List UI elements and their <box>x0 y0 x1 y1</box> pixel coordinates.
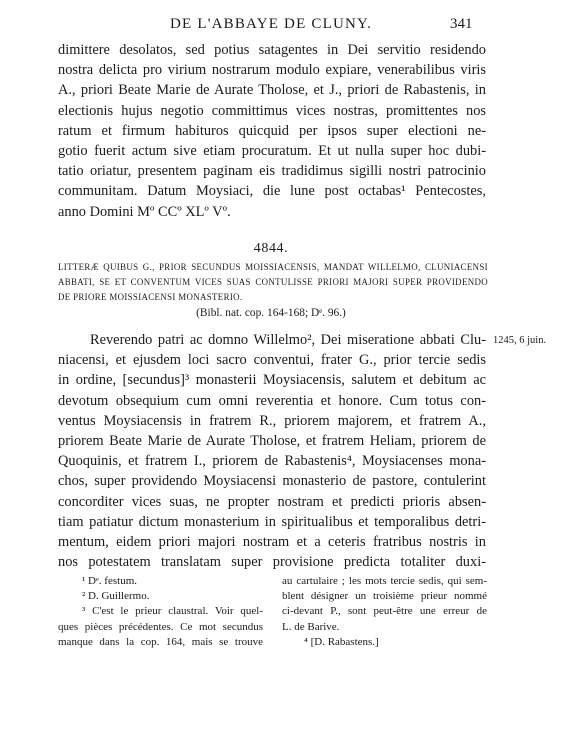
footnote-line: au cartulaire ; les mots tercie sedis, qui sem- <box>282 575 487 587</box>
text-line: priorem Beate Marie de Aurate Tholose, et fratrem Heliam, priorem de <box>58 432 486 449</box>
footnote-line: ¹ Dᵉ. festum. <box>82 575 137 587</box>
footnotes-left-column <box>58 574 263 650</box>
footnote-line: ³ C'est le prieur claustral. Voir quel- <box>82 605 263 618</box>
text-line: Reverendo patri ac domno Willelmo², Dei miseratione abbati Clu- <box>90 332 486 348</box>
footnotes <box>58 574 488 654</box>
source-reference: (Bibl. nat. cop. 164-168; Dᵉ. 96.) <box>196 307 346 319</box>
text-line: A., priori Beate Marie de Aurate Tholose, et J., priori de Rabastenis, in <box>58 82 486 99</box>
text-line: chos, super providendo Moysiacensi monasterio de pastore, contulerint <box>58 473 486 490</box>
running-head <box>0 16 580 38</box>
text-line: dimittere desolatos, sed potius satagentes in Dei servitio residendo <box>58 42 486 58</box>
document-number: 4844. <box>253 241 289 256</box>
footnote-line: ques pièces précédentes. Ce mot secundus <box>58 620 263 633</box>
text-line: niacensi, et ejusdem loci sacro conventui, frater G., prior tercie sedis <box>58 352 486 369</box>
footnote-line: ² D. Guillermo. <box>82 590 150 603</box>
text-line: Quoquinis, et fratrem I., priorem de Rabastenis⁴, Moysiacenses mona- <box>58 453 486 470</box>
charter-text <box>58 330 486 572</box>
footnote-line: blent désigner un troisième prieur nommé <box>282 590 487 603</box>
text-line: communitam. Datum Moysiaci, die lune post octabas¹ Pentecostes, <box>58 183 486 200</box>
text-line: nos potestatem translatam super provisione predicta totaliter duxi- <box>58 554 486 571</box>
summary-line: ABBATI, SE ET CONVENTUM VICES SUAS CONTULISSE PRIORI MAJORI SUPER PROVIDENDO <box>58 277 488 288</box>
text-line: ratum et firmum habituros quicquid per ipsos super electioni ne- <box>58 122 486 139</box>
summary-line: LITTERÆ QUIBUS G., PRIOR SECUNDUS MOISSIACENSIS, MANDAT WILLELMO, CLUNIACENSI <box>58 262 488 272</box>
footnote-line: ci-devant P., sont peut-être une erreur de <box>282 605 487 618</box>
footnote-line: ⁴ [D. Rabastens.] <box>304 635 379 648</box>
page-number: 341 <box>450 16 473 32</box>
text-line: anno Domini Mº CCº XLº Vº. <box>58 203 231 220</box>
text-line: concorditer vices suas, ne propter nostram et predicti prioris absen- <box>58 493 486 510</box>
text-line: tiam patiatur dictum monasterium in spiritualibus et temporalibus detri- <box>58 513 486 530</box>
footnote-line: L. de Barive. <box>282 620 340 633</box>
text-line: in ordine, [secundus]³ monasterii Moysiacensis, salutem et debitum ac <box>58 372 486 389</box>
document-summary <box>58 260 488 306</box>
text-line: nostra delicta pro virium nostrarum modulo expiare, venerabilibus viris <box>58 62 486 79</box>
text-line: devotum obsequium cum omni reverentia et honore. Cum totus con- <box>58 392 486 409</box>
margin-date: 1245, 6 juin. <box>493 335 547 346</box>
text-line: gotio fuerit actum sive etiam procuratum. Et ut nulla super hoc dubi- <box>58 142 486 159</box>
text-line: ventus Moysiacensis in fratrem R., priorem majorem, et fratrem A., <box>58 412 486 429</box>
text-line: tatio oriatur, presentem paginam eis tradidimus sigilli nostri patrocinio <box>58 163 486 180</box>
text-line: electionis hujus negotio committimus vices nostras, promittentes nos <box>58 102 486 119</box>
text-line: mentum, eidem priori majori nostram et a ceteris fratribus nostris in <box>58 533 486 550</box>
footnotes-right-column <box>282 574 487 650</box>
summary-line: DE PRIORE MOISSIACENSI MONASTERIO. <box>58 292 243 303</box>
footnote-line: manque dans la cop. 164, mais se trouve <box>58 635 263 648</box>
continued-charter-paragraph <box>58 40 486 222</box>
running-head-title: DE L'ABBAYE DE CLUNY. <box>170 16 373 32</box>
